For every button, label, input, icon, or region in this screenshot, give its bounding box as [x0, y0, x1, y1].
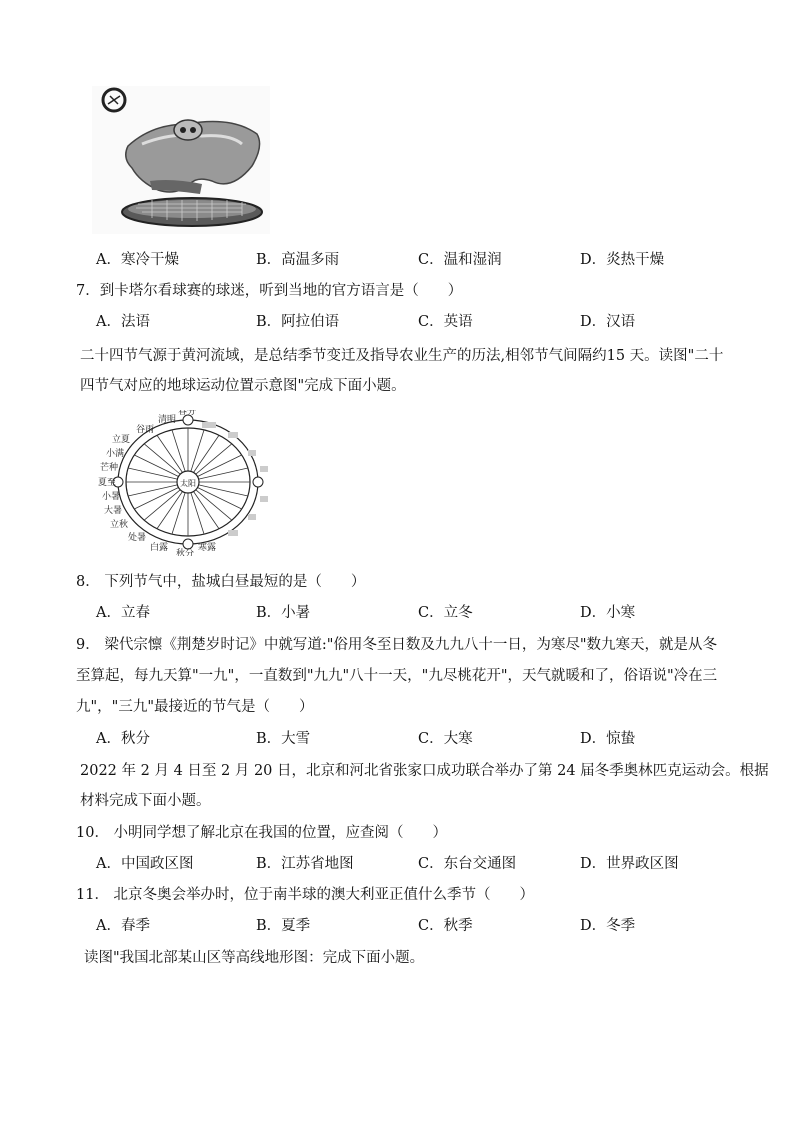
- orbit-ray: [198, 488, 242, 510]
- intro-solar-terms-line1: 二十四节气源于黄河流域，是总结季节变迁及指导农业生产的历法,相邻节气间隔约15 天。读图"二十: [80, 348, 724, 364]
- orbit-ray: [134, 455, 178, 477]
- orbit-ray: [172, 493, 185, 535]
- q9-option-b[interactable]: B．大雪: [256, 731, 311, 747]
- term-label: 春分: [178, 410, 197, 417]
- term-label: 夏至: [98, 478, 117, 488]
- orbit-ray: [196, 490, 232, 520]
- term-label: 谷雨: [136, 425, 155, 435]
- term-label: 清明: [158, 415, 177, 425]
- orbit-ray: [144, 444, 180, 474]
- orbit-ray: [199, 485, 248, 496]
- q10-option-d[interactable]: D．世界政区图: [580, 856, 679, 872]
- orbit-ray: [144, 490, 180, 520]
- q10-option-a[interactable]: A．中国政区图: [96, 856, 194, 872]
- orbit-ray: [128, 468, 177, 479]
- term-label: 芒种: [100, 463, 119, 473]
- q9-option-d[interactable]: D．惊蛰: [580, 731, 636, 747]
- term-label: 白露: [150, 543, 169, 553]
- orbit-ray: [199, 468, 248, 479]
- orbit-ray: [157, 492, 183, 529]
- orbit-ray: [172, 430, 185, 472]
- q11-option-c[interactable]: C．秋季: [418, 918, 473, 934]
- orbit-ray: [196, 444, 232, 474]
- sun-label: 太阳: [180, 479, 196, 488]
- q8-option-b[interactable]: B．小暑: [256, 605, 311, 621]
- term-label: 小满: [106, 449, 125, 459]
- q6-option-b[interactable]: B．高温多雨: [256, 252, 340, 268]
- term-label: 处暑: [128, 533, 147, 543]
- q11-option-b[interactable]: B．夏季: [256, 918, 311, 934]
- q11-option-a[interactable]: A．春季: [96, 918, 150, 934]
- q9-line2: 至算起，每九天算"一九"，一直数到"九九"八十一天，"九尽桃花开"，天气就暖和了，俗语说"冷在三: [76, 668, 718, 684]
- q9-line1: 9． 梁代宗懔《荆楚岁时记》中就写道:"俗用冬至日数及九九八十一日，为寒尽"数九寒天，就是从冬: [76, 637, 718, 653]
- q9-option-a[interactable]: A．秋分: [96, 731, 150, 747]
- orbit-ray: [191, 493, 204, 535]
- q9-line3: 九"，"三九"最接近的节气是（ ）: [76, 699, 314, 715]
- orbit-ray: [128, 485, 177, 496]
- q7-stem: 7．到卡塔尔看球赛的球迷，听到当地的官方语言是（ ）: [76, 283, 463, 299]
- q8-option-d[interactable]: D．小寒: [580, 605, 636, 621]
- q7-option-a[interactable]: A．法语: [96, 314, 150, 330]
- orbit-ray: [134, 488, 178, 510]
- q7-option-c[interactable]: C．英语: [418, 314, 473, 330]
- q7-option-b[interactable]: B．阿拉伯语: [256, 314, 340, 330]
- intro-olympics-line1: 2022 年 2 月 4 日至 2 月 20 日，北京和河北省张家口成功联合举办了第 24 届冬季奥林匹克运动会。根据: [80, 763, 769, 779]
- intro-contour-line1: 读图"我国北部某山区等高线地形图：完成下面小题。: [84, 950, 425, 966]
- orbit-ray: [194, 435, 220, 472]
- q10-option-b[interactable]: B．江苏省地图: [256, 856, 354, 872]
- term-label: 寒露: [198, 543, 217, 553]
- q6-option-a[interactable]: A．寒冷干燥: [96, 252, 179, 268]
- term-label: 立秋: [110, 520, 129, 530]
- q10-option-c[interactable]: C．东台交通图: [418, 856, 517, 872]
- orbit-ray: [191, 430, 204, 472]
- q8-stem: 8． 下列节气中，盐城白昼最短的是（ ）: [76, 574, 366, 590]
- q6-option-d[interactable]: D．炎热干燥: [580, 252, 665, 268]
- intro-olympics-line2: 材料完成下面小题。: [80, 793, 211, 809]
- term-label: 大暑: [104, 506, 123, 516]
- q8-option-a[interactable]: A．立春: [96, 605, 150, 621]
- q11-stem: 11． 北京冬奥会举办时，位于南半球的澳大利亚正值什么季节（ ）: [76, 887, 535, 903]
- solar-terms-figure: [98, 410, 282, 556]
- intro-solar-terms-line2: 四节气对应的地球运动位置示意图"完成下面小题。: [80, 378, 406, 394]
- orbit-ray: [157, 435, 183, 472]
- q7-option-d[interactable]: D．汉语: [580, 314, 636, 330]
- term-label: 立夏: [112, 435, 131, 445]
- q6-option-c[interactable]: C．温和湿润: [418, 252, 502, 268]
- q10-stem: 10． 小明同学想了解北京在我国的位置，应查阅（ ）: [76, 825, 448, 841]
- q9-option-c[interactable]: C．大寒: [418, 731, 473, 747]
- term-label: 秋分: [176, 549, 195, 556]
- orbit-ray: [194, 492, 220, 529]
- orbit-ray: [198, 455, 242, 477]
- mascot-figure: [92, 86, 270, 234]
- term-label: 小暑: [102, 492, 121, 502]
- q8-option-c[interactable]: C．立冬: [418, 605, 473, 621]
- q11-option-d[interactable]: D．冬季: [580, 918, 636, 934]
